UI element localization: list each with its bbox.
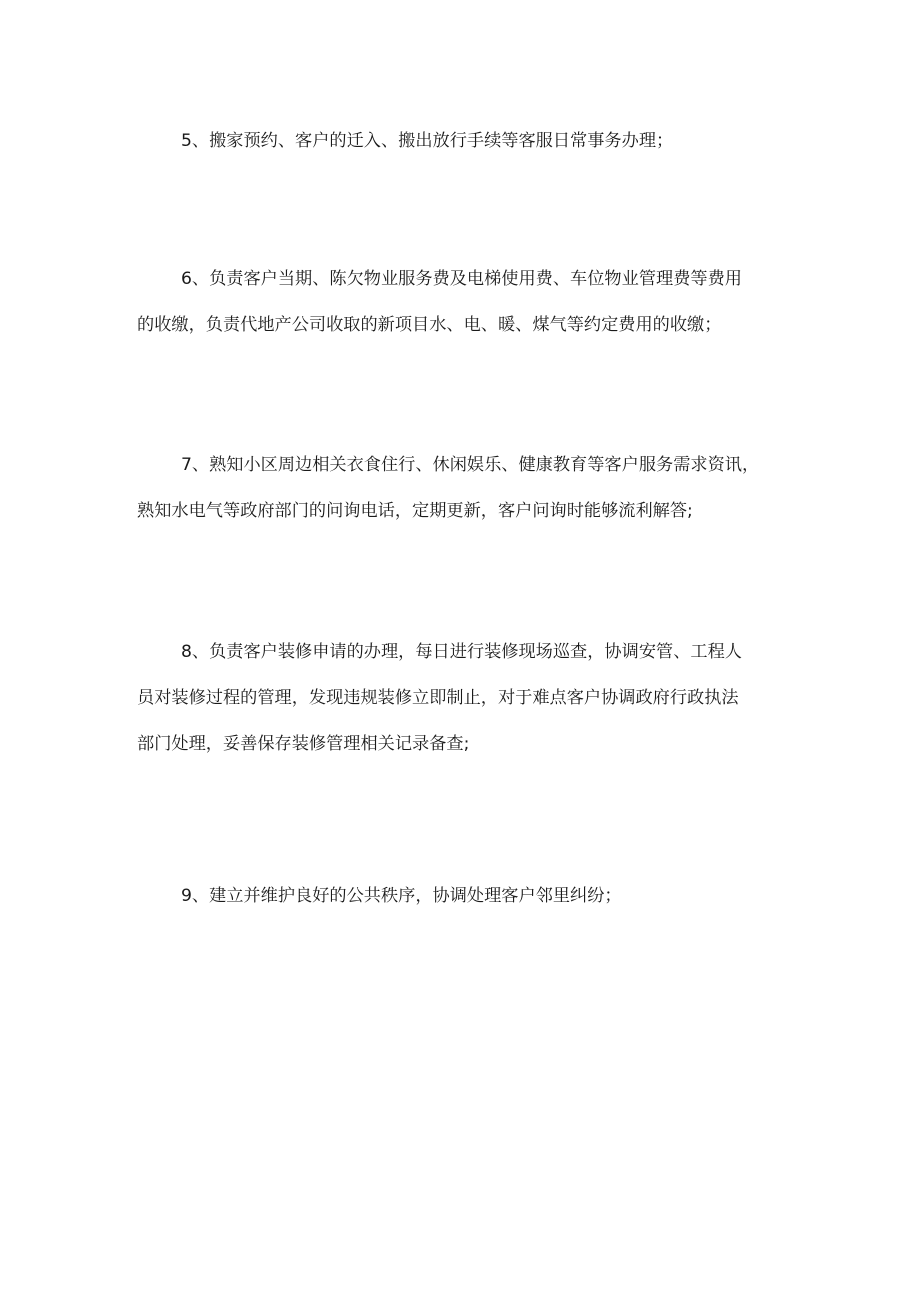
paragraph-line: 的收缴，负责代地产公司收取的新项目水、电、暖、煤气等约定费用的收缴； — [137, 315, 722, 335]
paragraph-item-5 — [137, 118, 809, 164]
paragraph-line: 员对装修过程的管理，发现违规装修立即制止，对于难点客户协调政府行政执法 — [137, 688, 739, 708]
paragraph-line: 8、负责客户装修申请的办理，每日进行装修现场巡查，协调安管、工程人 — [181, 642, 742, 662]
paragraph-line: 5、搬家预约、客户的迁入、搬出放行手续等客服日常事务办理； — [181, 131, 674, 151]
paragraph-item-6 — [137, 256, 809, 348]
paragraph-item-9 — [137, 873, 809, 919]
paragraph-line: 7、熟知小区周边相关衣食住行、休闲娱乐、健康教育等客户服务需求资讯， — [181, 455, 760, 475]
paragraph-line: 熟知水电气等政府部门的问询电话，定期更新，客户问询时能够流利解答; — [137, 501, 693, 521]
paragraph-line: 部门处理，妥善保存装修管理相关记录备查; — [137, 734, 470, 754]
paragraph-line: 9、建立并维护良好的公共秩序，协调处理客户邻里纠纷； — [181, 886, 622, 906]
paragraph-item-8 — [137, 629, 809, 767]
paragraph-item-7 — [137, 442, 809, 534]
paragraph-line: 6、负责客户当期、陈欠物业服务费及电梯使用费、车位物业管理费等费用 — [181, 269, 742, 289]
